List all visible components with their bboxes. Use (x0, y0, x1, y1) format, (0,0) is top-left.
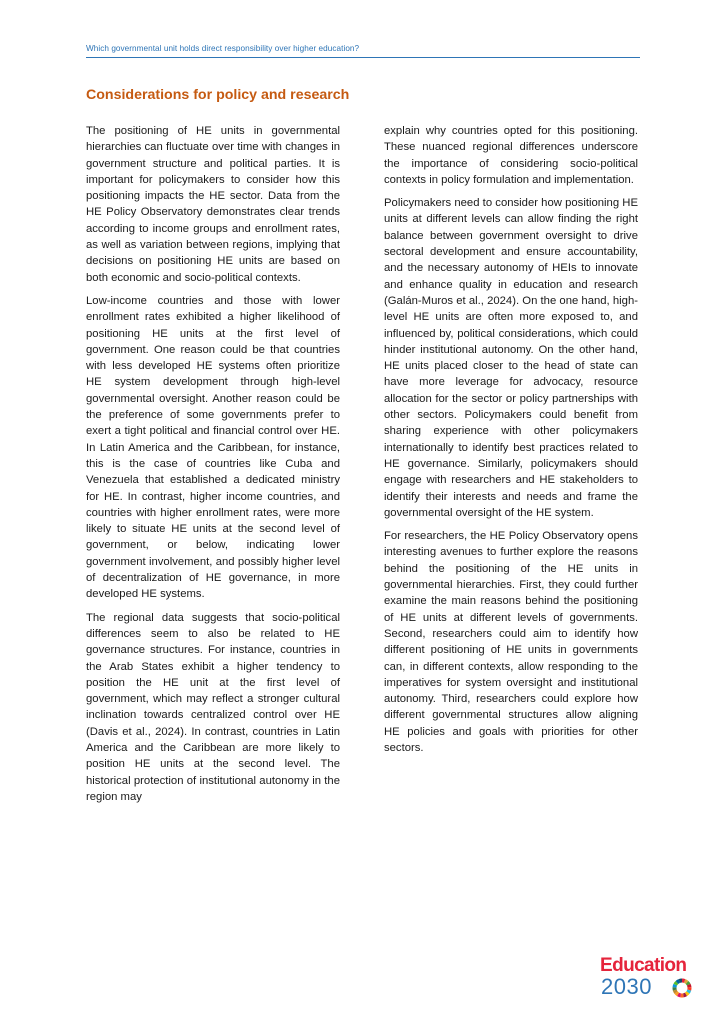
section-title: Considerations for policy and research (86, 87, 350, 103)
logo-year: 2030 (601, 974, 652, 999)
paragraph: The positioning of HE units in governmental hierarchies can fluctuate over time with changes in government structure and political parties. It is important for policymakers to consider how this positioning impacts the HE sector. Data from the HE Policy Observatory demonstrates clear trends according to income groups and enrollment rates, as well as variation between regions, implying that decisions on positioning HE units are based on both economic and socio-political contexts. (86, 125, 340, 284)
sdg-wheel-icon (672, 978, 692, 998)
paragraph: Policymakers need to consider how positioning HE units at different levels can allow finding the right balance between government oversight to drive sectoral development and ensure accountability, and the necessary autonomy of HEIs to innovate and enhance quality in education and research (Galán-Muros et al., 2024). On the one hand, high-level HE units are often more exposed to, and influenced by, political considerations, which could hinder institutional autonomy. On the other hand, HE units placed closer to the head of state can have more leverage for advocacy, resource allocation for the sector or policy partnerships with other sectors. Policymakers could benefit from sharing experience with other policymakers internationally to identify best practices related to HE governance. Similarly, policymakers should engage with researchers and HE stakeholders to identify their interests and needs and frame the governmental oversight of the HE system. (384, 197, 638, 519)
left-column (86, 123, 340, 812)
education-2030-logo (600, 956, 698, 1002)
paragraph: explain why countries opted for this positioning. These nuanced regional differences underscore the importance of considering socio-political contexts in policy formulation and implementation. (384, 125, 638, 186)
logo-word: Education (600, 955, 687, 976)
paragraph: For researchers, the HE Policy Observatory opens interesting avenues to further explore the reasons behind the positioning of the HE units in governmental hierarchies. First, they could further examine the main reasons behind the positioning of HE units at different levels of governments. Second, researchers could aim to identify how different positioning of HE units in governments can, in different contexts, allow responding to the imperatives for system oversight and institutional autonomy. Third, researchers could explore how different governmental structures allow aligning HE policies and goals with priorities for other sectors. (384, 530, 638, 754)
right-column (384, 123, 638, 763)
paragraph: The regional data suggests that socio-political differences seem to also be related to HE governance structures. For instance, countries in the Arab States exhibit a higher tendency to position the HE unit at the first level of government, which may reflect a stronger cultural inclination towards centralized control over HE (Davis et al., 2024). In contrast, countries in Latin America and the Caribbean are more likely to position HE units at the second level. The historical protection of institutional autonomy in the region may (86, 611, 340, 803)
running-header: Which governmental unit holds direct responsibility over higher education? (86, 44, 640, 58)
paragraph: Low-income countries and those with lower enrollment rates exhibited a higher likelihood of positioning HE units at the first level of government. One reason could be that countries with less developed HE systems often prioritize HE system development through high-level governmental oversight. Another reason could be the preference of some governments prefer to exert a tight political and financial control over HE. In Latin America and the Caribbean, for instance, this is the case of countries like Cuba and Venezuela that established a dedicated ministry for HE. In contrast, higher income countries, and countries with higher enrollment rates, were more likely to situate HE units at the second level of government, or below, indicating lower government involvement, and possibly higher level of decentralization of HE governance, in more developed HE systems. (86, 294, 340, 601)
